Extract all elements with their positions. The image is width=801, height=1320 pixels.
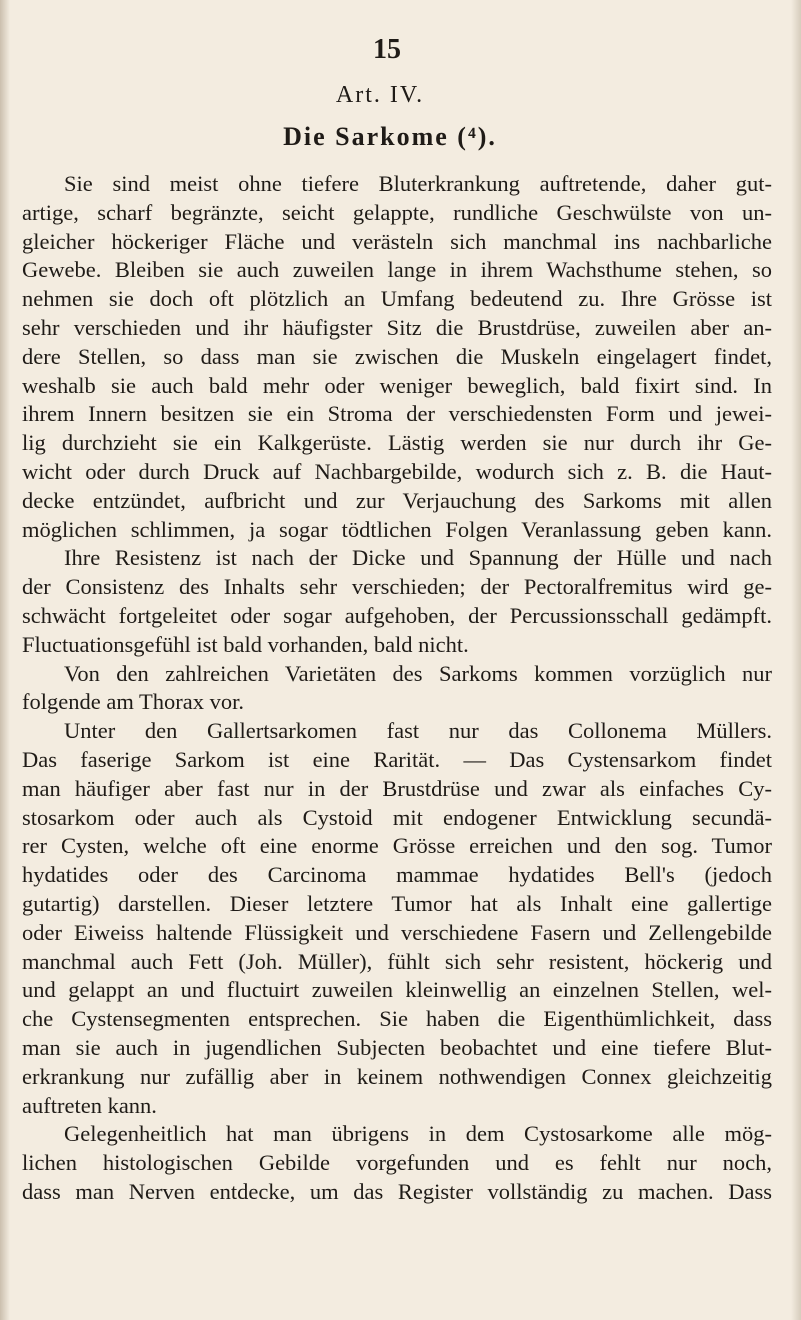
text-line: Fluctuationsgefühl ist bald vorhanden, bald nicht.	[22, 631, 469, 657]
article-heading: Art. IV.	[335, 82, 425, 108]
text-line: nehmen sie doch oft plötzlich an Umfang bedeutend zu. Ihre Grösse ist	[22, 286, 772, 312]
text-line: manchmal auch Fett (Joh. Müller), fühlt sich sehr resistent, höckerig und	[22, 948, 772, 974]
page-edge-left	[0, 0, 10, 1320]
text-line: man häufiger aber fast nur in der Brustdrüse und zwar als einfaches Cy-	[22, 775, 772, 801]
section-title: Die Sarkome (⁴).	[283, 122, 497, 151]
text-line: gutartig) darstellen. Dieser letztere Tumor hat als Inhalt eine gallertige	[22, 890, 772, 916]
text-line: hydatides oder des Carcinoma mammae hydatides Bell's (jedoch	[22, 862, 772, 888]
text-line: erkrankung nur zufällig aber in keinem nothwendigen Connex gleichzeitig	[22, 1063, 772, 1089]
text-line: Von den zahlreichen Varietäten des Sarkoms kommen vorzüglich nur	[64, 660, 772, 686]
text-line: sehr verschieden und ihr häufigster Sitz die Brustdrüse, zuweilen aber an-	[22, 314, 772, 340]
text-line: Gewebe. Bleiben sie auch zuweilen lange in ihrem Wachsthume stehen, so	[22, 257, 772, 283]
text-line: ihrem Innern besitzen sie ein Stroma der verschiedensten Form und jewei-	[22, 401, 772, 427]
text-line: stosarkom oder auch als Cystoid mit endogener Entwicklung secundä-	[22, 804, 772, 830]
text-line: möglichen schlimmen, ja sogar tödtlichen Folgen Veranlassung geben kann.	[22, 516, 772, 542]
text-line: folgende am Thorax vor.	[22, 689, 245, 715]
page-number: 15	[373, 34, 401, 65]
text-line: Gelegenheitlich hat man übrigens in dem Cystosarkome alle mög-	[64, 1121, 772, 1147]
text-line: dass man Nerven entdecke, um das Register vollständig zu machen. Dass	[22, 1178, 772, 1204]
text-line: oder Eiweiss haltende Flüssigkeit und verschiedene Fasern und Zellengebilde	[22, 919, 772, 945]
text-line: gleicher höckeriger Fläche und verästeln sich manchmal ins nachbarliche	[22, 228, 772, 254]
text-line: Das faserige Sarkom ist eine Rarität. — Das Cystensarkom findet	[22, 746, 772, 772]
text-line: lichen histologischen Gebilde vorgefunden und es fehlt nur noch,	[22, 1150, 772, 1176]
text-line: Sie sind meist ohne tiefere Bluterkrankung auftretende, daher gut-	[64, 171, 772, 196]
text-line: und gelappt an und fluctuirt zuweilen kleinwellig an einzelnen Stellen, wel-	[22, 977, 772, 1003]
text-line: man sie auch in jugendlichen Subjecten beobachtet und eine tiefere Blut-	[22, 1034, 772, 1060]
text-line: decke entzündet, aufbricht und zur Verjauchung des Sarkoms mit allen	[22, 487, 772, 513]
text-line: rer Cysten, welche oft eine enorme Grösse erreichen und den sog. Tumor	[22, 833, 772, 859]
text-line: lig durchzieht sie ein Kalkgerüste. Lästig werden sie nur durch ihr Ge-	[22, 430, 772, 456]
text-line: der Consistenz des Inhalts sehr verschieden; der Pectoralfremitus wird ge-	[22, 574, 772, 600]
text-line: schwächt fortgeleitet oder sogar aufgehoben, der Percussionsschall gedämpft.	[22, 602, 772, 628]
page-edge-right	[791, 0, 801, 1320]
text-line: Ihre Resistenz ist nach der Dicke und Spannung der Hülle und nach	[64, 545, 772, 571]
text-line: auftreten kann.	[22, 1092, 157, 1118]
text-line: artige, scharf begränzte, seicht gelappte, rundliche Geschwülste von un-	[22, 199, 772, 225]
text-line: wicht oder durch Druck auf Nachbargebilde, wodurch sich z. B. die Haut-	[22, 458, 772, 484]
text-line: dere Stellen, so dass man sie zwischen die Muskeln eingelagert findet,	[22, 343, 772, 369]
text-line: weshalb sie auch bald mehr oder weniger beweglich, bald fixirt sind. In	[22, 372, 772, 398]
text-line: Unter den Gallertsarkomen fast nur das Collonema Müllers.	[64, 718, 772, 744]
body-text	[22, 170, 772, 1207]
text-line: che Cystensegmenten entsprechen. Sie haben die Eigenthümlichkeit, dass	[22, 1006, 772, 1032]
